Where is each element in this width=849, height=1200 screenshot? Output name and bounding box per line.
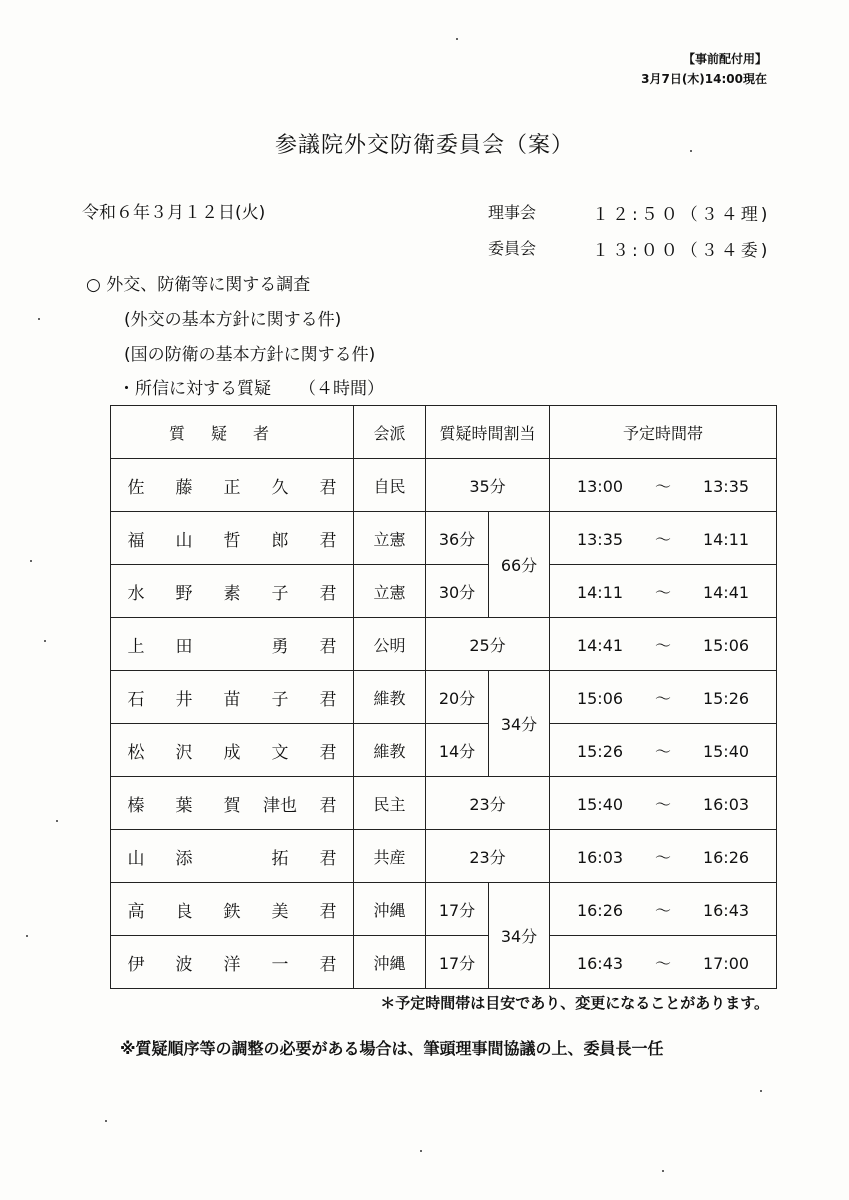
scan-speck	[56, 820, 58, 822]
scan-speck	[30, 560, 32, 562]
header-faction: 会派	[354, 406, 426, 459]
table-row	[111, 618, 777, 671]
group-allocation: 34分	[489, 671, 550, 777]
scan-speck	[38, 318, 40, 320]
time-slot: 14:41 ～ 15:06	[550, 618, 777, 671]
group-allocation: 34分	[489, 883, 550, 989]
faction: 維教	[354, 671, 426, 724]
scan-speck	[420, 1150, 422, 1152]
meeting-date: 令和６年３月１２日(火)	[82, 203, 266, 223]
scan-speck	[760, 1090, 762, 1092]
table-row	[111, 512, 777, 565]
questioner-name: 石 井 苗 子 君	[111, 671, 354, 724]
time-slot: 16:03 ～ 16:26	[550, 830, 777, 883]
allocation: 17分	[426, 883, 489, 936]
faction: 維教	[354, 724, 426, 777]
iinkai-schedule	[488, 236, 771, 261]
allocation: 17分	[426, 936, 489, 989]
table-header-row	[111, 406, 777, 459]
distribution-tag: 【事前配付用】	[682, 52, 767, 66]
faction: 公明	[354, 618, 426, 671]
agenda-subitem: (外交の基本方針に関する件)	[124, 310, 342, 330]
time-slot: 15:40 ～ 16:03	[550, 777, 777, 830]
allocation: 23分	[426, 777, 550, 830]
table-row	[111, 936, 777, 989]
questioner-table	[110, 405, 777, 989]
time-slot: 13:00 ～ 13:35	[550, 459, 777, 512]
scan-speck	[456, 38, 458, 40]
agenda-heading: ○ 外交、防衛等に関する調査	[86, 275, 311, 295]
allocation: 23分	[426, 830, 550, 883]
table-row	[111, 459, 777, 512]
footnote-schedule-notice: ＊予定時間帯は目安であり、変更になることがあります。	[380, 994, 769, 1012]
group-allocation: 66分	[489, 512, 550, 618]
allocation: 20分	[426, 671, 489, 724]
iinkai-time: １３:００（３４委)	[592, 241, 771, 261]
questioner-name: 水 野 素 子 君	[111, 565, 354, 618]
questioner-name: 高 良 鉄 美 君	[111, 883, 354, 936]
faction: 民主	[354, 777, 426, 830]
allocation: 14分	[426, 724, 489, 777]
table-row	[111, 830, 777, 883]
questioner-name: 上 田 勇 君	[111, 618, 354, 671]
footnote-order-adjustment: ※質疑順序等の調整の必要がある場合は、筆頭理事間協議の上、委員長一任	[120, 1039, 664, 1058]
qa-item	[118, 374, 384, 399]
questioner-name: 佐 藤 正 久 君	[111, 459, 354, 512]
scan-speck	[26, 935, 28, 937]
table-row	[111, 565, 777, 618]
allocation: 36分	[426, 512, 489, 565]
table-row	[111, 724, 777, 777]
questioner-name: 松 沢 成 文 君	[111, 724, 354, 777]
header-timeslot: 予定時間帯	[550, 406, 777, 459]
table-row	[111, 671, 777, 724]
time-slot: 16:43 ～ 17:00	[550, 936, 777, 989]
questioner-name: 伊 波 洋 一 君	[111, 936, 354, 989]
allocation: 35分	[426, 459, 550, 512]
header-allocation: 質疑時間割当	[426, 406, 550, 459]
as-of-timestamp: 3月7日(木)14:00現在	[641, 72, 767, 86]
page-title: 参議院外交防衛委員会（案）	[274, 133, 574, 158]
time-slot: 15:26 ～ 15:40	[550, 724, 777, 777]
rijikai-label: 理事会	[488, 203, 537, 222]
rijikai-schedule	[488, 200, 771, 225]
table-row	[111, 777, 777, 830]
faction: 立憲	[354, 512, 426, 565]
agenda-subitem: (国の防衛の基本方針に関する件)	[124, 345, 376, 365]
allocation: 30分	[426, 565, 489, 618]
scan-speck	[44, 640, 46, 642]
scan-speck	[105, 1120, 107, 1122]
questioner-name: 福 山 哲 郎 君	[111, 512, 354, 565]
time-slot: 15:06 ～ 15:26	[550, 671, 777, 724]
time-slot: 14:11 ～ 14:41	[550, 565, 777, 618]
faction: 沖縄	[354, 936, 426, 989]
iinkai-label: 委員会	[488, 239, 537, 258]
scan-speck	[690, 150, 692, 152]
allocation: 25分	[426, 618, 550, 671]
rijikai-time: １２:５０（３４理)	[592, 205, 771, 225]
faction: 自民	[354, 459, 426, 512]
qa-label: ・所信に対する質疑	[118, 379, 271, 399]
faction: 立憲	[354, 565, 426, 618]
header-questioner: 質疑者	[111, 406, 354, 459]
questioner-name: 榛 葉 賀 津也 君	[111, 777, 354, 830]
time-slot: 13:35 ～ 14:11	[550, 512, 777, 565]
faction: 沖縄	[354, 883, 426, 936]
time-slot: 16:26 ～ 16:43	[550, 883, 777, 936]
faction: 共産	[354, 830, 426, 883]
questioner-name: 山 添 拓 君	[111, 830, 354, 883]
qa-hours: （４時間）	[299, 379, 384, 399]
table-row	[111, 883, 777, 936]
scan-speck	[662, 1170, 664, 1172]
